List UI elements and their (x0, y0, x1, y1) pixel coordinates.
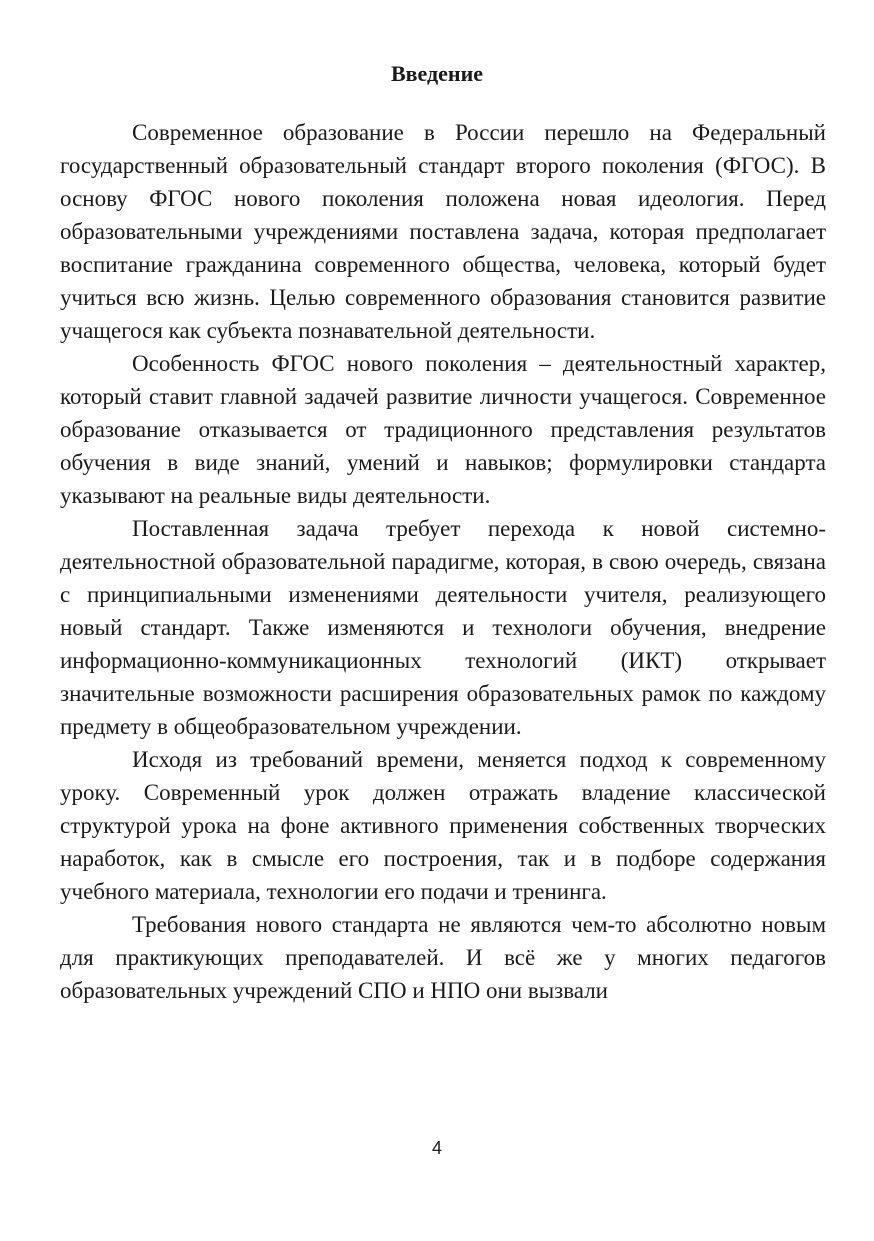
paragraph: Поставленная задача требует перехода к новой системно-деятельностной образовательной парадигме, которая, в свою очередь, связана с принципиальными изменениями деятельности учителя, реализующего новый стандарт. Также изменяются и технологи обучения, внедрение информационно-коммуникационных технологий (ИКТ) открывает значительные возможности расширения образовательных рамок по каждому предмету в общеобразовательном учреждении. (60, 516, 826, 739)
paragraph: Особенность ФГОС нового поколения – деятельностный характер, который ставит главной задачей развитие личности учащегося. Современное образование отказывается от традиционного представления результатов обучения в виде знаний, умений и навыков; формулировки стандарта указывают на реальные виды деятельности. (60, 351, 826, 508)
body-text (60, 116, 826, 1007)
paragraph: Требования нового стандарта не являются чем-то абсолютно новым для практикующих преподавателей. И всё же у многих педагогов образовательных учреждений СПО и НПО они вызвали (60, 912, 826, 1003)
paragraph: Современное образование в России перешло на Федеральный государственный образовательный стандарт второго поколения (ФГОС). В основу ФГОС нового поколения положена новая идеология. Перед образовательными учреждениями поставлена задача, которая предполагает воспитание гражданина современного общества, человека, который будет учиться всю жизнь. Целью современного образования становится развитие учащегося как субъекта познавательной деятельности. (60, 120, 826, 343)
paragraph: Исходя из требований времени, меняется подход к современному уроку. Современный урок должен отражать владение классической структурой урока на фоне активного применения собственных творческих наработок, как в смысле его построения, так и в подборе содержания учебного материала, технологии его подачи и тренинга. (60, 747, 826, 904)
page-number: 4 (431, 1138, 442, 1158)
page-title: Введение (390, 61, 484, 86)
